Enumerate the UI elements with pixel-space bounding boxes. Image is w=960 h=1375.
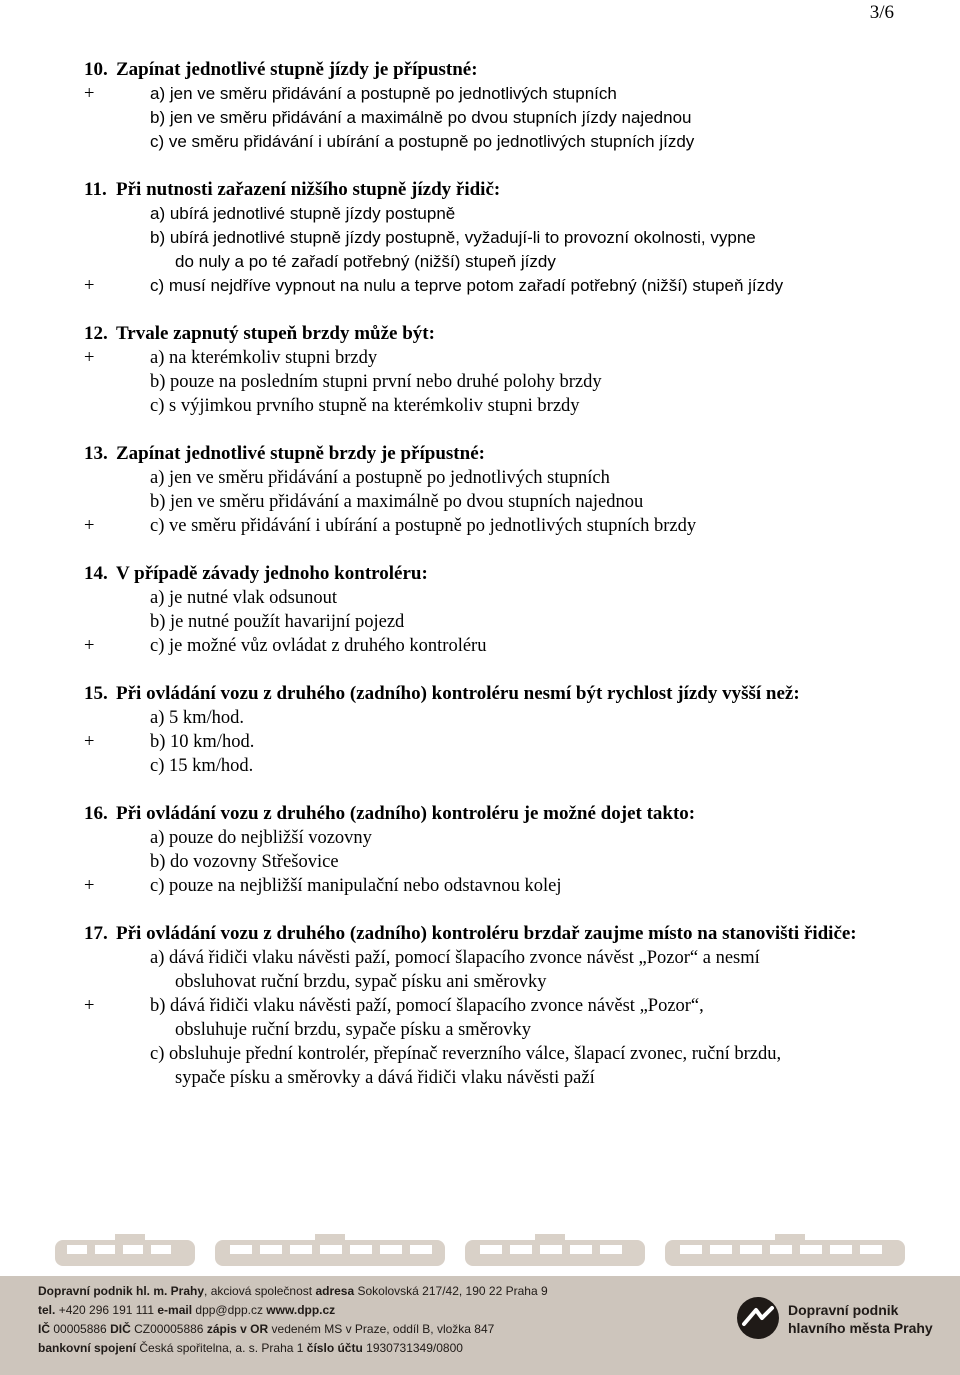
- answer-option: [84, 994, 904, 1042]
- footer: [0, 1230, 960, 1375]
- answer-option: [84, 490, 904, 514]
- question: [84, 682, 904, 778]
- answer-text-continuation: obsluhovat ruční brzdu, sypač písku ani směrovky: [175, 972, 547, 992]
- question: [84, 178, 904, 298]
- answer-option: [84, 874, 904, 898]
- footer-registration-line: IČ 00005886 DIČ CZ00005886 zápis v OR vedeném MS v Praze, oddíl B, vložka 847: [38, 1322, 495, 1336]
- question-number: 17.: [84, 923, 108, 944]
- question: [84, 922, 904, 1090]
- answer-option: [84, 82, 904, 106]
- correct-answer-mark: +: [84, 876, 95, 896]
- correct-answer-mark: +: [84, 516, 95, 536]
- question-number: 13.: [84, 443, 108, 464]
- answer-text-continuation: do nuly a po té zařadí potřebný (nižší) stupeň jízdy: [175, 252, 556, 271]
- answer-text: a) je nutné vlak odsunout: [150, 588, 338, 608]
- question-list: [84, 58, 904, 1114]
- question-title: Trvale zapnutý stupeň brzdy může být:: [116, 323, 435, 344]
- answer-option: [84, 610, 904, 634]
- answer-text: c) s výjimkou prvního stupně na kterémkoliv stupni brzdy: [150, 396, 580, 416]
- answer-text: a) jen ve směru přidávání a postupně po jednotlivých stupních: [150, 84, 617, 103]
- answer-text: b) jen ve směru přidávání a maximálně po dvou stupních jízdy najednou: [150, 108, 692, 127]
- answer-option: [84, 346, 904, 370]
- answer-text: b) do vozovny Střešovice: [150, 852, 339, 872]
- question-number: 11.: [84, 179, 107, 200]
- answer-option: [84, 946, 904, 994]
- answer-text: b) pouze na posledním stupni první nebo druhé polohy brzdy: [150, 372, 602, 392]
- correct-answer-mark: +: [84, 636, 95, 656]
- question-number: 16.: [84, 803, 108, 824]
- question-heading: [84, 178, 904, 202]
- answer-option: [84, 706, 904, 730]
- question: [84, 802, 904, 898]
- answer-text: b) je nutné použít havarijní pojezd: [150, 612, 405, 632]
- answer-text: b) ubírá jednotlivé stupně jízdy postupně, vyžadují-li to provozní okolnosti, vypne: [150, 228, 756, 247]
- answer-option: [84, 106, 904, 130]
- answer-option: [84, 514, 904, 538]
- answer-option: [84, 274, 904, 298]
- question: [84, 322, 904, 418]
- question-title: Zapínat jednotlivé stupně brzdy je přípustné:: [116, 443, 485, 464]
- answer-option: [84, 370, 904, 394]
- question-number: 12.: [84, 323, 108, 344]
- answer-text: b) jen ve směru přidávání a maximálně po dvou stupních najednou: [150, 492, 644, 512]
- question: [84, 58, 904, 154]
- page-number: 3/6: [869, 2, 894, 23]
- dpp-logo: [736, 1294, 936, 1354]
- answer-text: c) obsluhuje přední kontrolér, přepínač reverzního válce, šlapací zvonec, ruční brzdu,: [150, 1044, 782, 1064]
- answer-option: [84, 586, 904, 610]
- correct-answer-mark: +: [84, 276, 95, 296]
- answer-option: [84, 1042, 904, 1090]
- answer-text: c) pouze na nejbližší manipulační nebo odstavnou kolej: [150, 876, 562, 896]
- question-heading: [84, 922, 904, 946]
- answer-option: [84, 226, 904, 274]
- question-number: 14.: [84, 563, 108, 584]
- answer-option: [84, 202, 904, 226]
- logo-text: Dopravní podnik hlavního města Prahy: [788, 1302, 933, 1336]
- answer-option: [84, 394, 904, 418]
- answer-text-continuation: obsluhuje ruční brzdu, sypače písku a směrovky: [175, 1020, 532, 1040]
- dpp-logo-icon: [736, 1296, 780, 1340]
- correct-answer-mark: +: [84, 84, 95, 104]
- answer-option: [84, 754, 904, 778]
- footer-bank-line: bankovní spojení Česká spořitelna, a. s. Praha 1 číslo účtu 1930731349/0800: [38, 1341, 463, 1355]
- correct-answer-mark: +: [84, 732, 95, 752]
- answer-text: c) 15 km/hod.: [150, 756, 254, 776]
- question: [84, 442, 904, 538]
- footer-band: [0, 1276, 960, 1375]
- answer-text: a) jen ve směru přidávání a postupně po jednotlivých stupních: [150, 468, 610, 488]
- question-number: 10.: [84, 59, 108, 80]
- question: [84, 562, 904, 658]
- question-heading: [84, 682, 904, 706]
- question-title: Zapínat jednotlivé stupně jízdy je přípustné:: [116, 59, 478, 80]
- question-heading: [84, 562, 904, 586]
- answer-text: a) 5 km/hod.: [150, 708, 245, 728]
- question-title: Při nutnosti zařazení nižšího stupně jízdy řidič:: [116, 179, 501, 200]
- answer-option: [84, 634, 904, 658]
- answer-option: [84, 130, 904, 154]
- answer-text: c) musí nejdříve vypnout na nulu a teprve potom zařadí potřebný (nižší) stupeň jízdy: [150, 276, 784, 295]
- tram-silhouettes: [55, 1234, 905, 1272]
- answer-option: [84, 826, 904, 850]
- footer-company-line: Dopravní podnik hl. m. Prahy, akciová společnost adresa Sokolovská 217/42, 190 22 Praha 9: [38, 1284, 548, 1298]
- question-number: 15.: [84, 683, 108, 704]
- answer-text: a) dává řidiči vlaku návěsti paží, pomocí šlapacího zvonce návěst „Pozor“ a nesmí: [150, 948, 760, 968]
- answer-text: c) ve směru přidávání i ubírání a postupně po jednotlivých stupních brzdy: [150, 516, 697, 536]
- answer-text: c) je možné vůz ovládat z druhého kontroléru: [150, 636, 487, 656]
- answer-option: [84, 730, 904, 754]
- question-title: V případě závady jednoho kontroléru:: [116, 563, 428, 584]
- question-title: Při ovládání vozu z druhého (zadního) kontroléru je možné dojet takto:: [116, 803, 696, 824]
- correct-answer-mark: +: [84, 348, 95, 368]
- question-heading: [84, 442, 904, 466]
- answer-text: a) ubírá jednotlivé stupně jízdy postupně: [150, 204, 456, 223]
- question-heading: [84, 58, 904, 82]
- answer-text: a) na kterémkoliv stupni brzdy: [150, 348, 378, 368]
- answer-option: [84, 850, 904, 874]
- answer-option: [84, 466, 904, 490]
- answer-text: a) pouze do nejbližší vozovny: [150, 828, 372, 848]
- correct-answer-mark: +: [84, 996, 95, 1016]
- question-title: Při ovládání vozu z druhého (zadního) kontroléru brzdař zaujme místo na stanovišti řidiče:: [116, 923, 857, 944]
- footer-contact-line: tel. +420 296 191 111 e-mail dpp@dpp.cz www.dpp.cz: [38, 1303, 336, 1317]
- question-heading: [84, 322, 904, 346]
- answer-text-continuation: sypače písku a směrovky a dává řidiči vlaku návěsti paží: [175, 1068, 595, 1088]
- question-title: Při ovládání vozu z druhého (zadního) kontroléru nesmí být rychlost jízdy vyšší než:: [116, 683, 800, 704]
- answer-text: c) ve směru přidávání i ubírání a postupně po jednotlivých stupních jízdy: [150, 132, 695, 151]
- answer-text: b) 10 km/hod.: [150, 732, 255, 752]
- question-heading: [84, 802, 904, 826]
- answer-text: b) dává řidiči vlaku návěsti paží, pomocí šlapacího zvonce návěst „Pozor“,: [150, 996, 704, 1016]
